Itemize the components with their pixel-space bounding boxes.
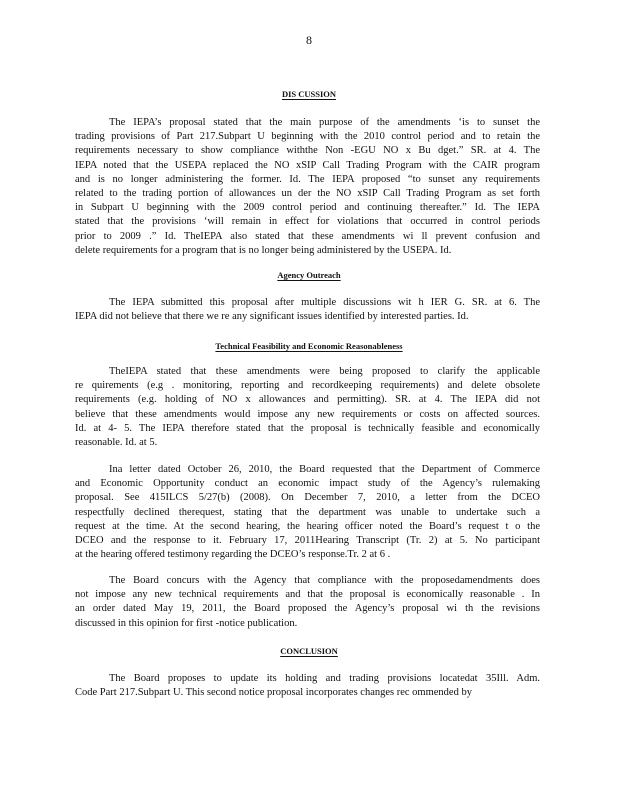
text-line: requirements (e.g. holding of NO x allowances and permitting). SR. at 4. The IEPA did not (75, 394, 540, 406)
heading-conclusion (0, 646, 618, 656)
text-line: in Subpart U beginning with the 2009 control period and continuing thereafter.” Id. The IEPA (75, 202, 540, 214)
text-line: The IEPA submitted this proposal after multiple discussions wit h IER G. SR. at 6. The (109, 297, 540, 308)
text-line: and is no longer administering the former. Id. The IEPA proposed “to sunset any requirements (75, 173, 540, 185)
heading-technical-text: Technical Feasibility and Economic Reasonableness (215, 341, 403, 351)
text-line: Id. at 4- 5. The IEPA therefore stated that the proposal is technically feasible and economically (75, 422, 540, 434)
text-line: IEPA did not believe that there we re any significant issues identified by interested parties. Id. (75, 311, 469, 323)
text-line: The Board proposes to update its holding and trading provisions locatedat 35Ill. Adm. (109, 673, 540, 684)
heading-technical (0, 341, 618, 351)
heading-discussion (0, 89, 618, 99)
paragraph-board-concurs (75, 574, 540, 631)
text-line: The IEPA’s proposal stated that the main purpose of the amendments ‘is to sunset the (109, 117, 540, 128)
text-line: stated that the provisions ‘will remain in effect for violations that occurred in control periods (75, 216, 540, 228)
text-line: and Economic Opportunity conduct an economic impact study of the Agency’s rulemaking (75, 478, 540, 490)
text-line: believe that these amendments would impose any new requirements or costs on affected sources. (75, 408, 540, 420)
text-line: respectfully declined therequest, stating that the department was unable to undertake such a (75, 506, 540, 518)
heading-agency-outreach (0, 270, 618, 280)
text-line: at the hearing offered testimony regarding the DCEO’s response.Tr. 2 at 6 . (75, 549, 391, 561)
paragraph-outreach (75, 296, 540, 324)
text-line: IEPA noted that the USEPA replaced the NO xSIP Call Trading Program with the CAIR program (75, 159, 540, 171)
text-line: proposal. See 415ILCS 5/27(b) (2008). On December 7, 2010, a letter from the DCEO (75, 492, 540, 504)
page-number: 8 (306, 33, 312, 47)
text-line: Ina letter dated October 26, 2010, the Board requested that the Department of Commerce (109, 464, 540, 475)
text-line: request at the time. At the second hearing, the hearing officer noted the Board’s request t o the (75, 520, 540, 532)
heading-conclusion-text: CONCLUSION (280, 646, 338, 656)
heading-agency-outreach-text: Agency Outreach (277, 270, 341, 280)
text-line: trading provisions of Part 217.Subpart U beginning with the 2010 control period and to retain the (75, 131, 540, 143)
text-line: an order dated May 19, 2011, the Board proposed the Agency’s proposal wi th the revisions (75, 603, 540, 615)
text-line: requirements necessary to show compliance withthe Non -EGU NO x Bu dget.” SR. at 4. The (75, 145, 540, 157)
text-line: re quirements (e.g . monitoring, reporting and recordkeeping requirements) and delete obsolete (75, 380, 540, 392)
text-line: related to the trading portion of allowances un der the NO xSIP Call Trading Program as set forth (75, 188, 540, 200)
text-line: discussed in this opinion for first -notice publication. (75, 617, 298, 629)
text-line: DCEO and the response to it. February 17, 2011Hearing Transcript (Tr. 2) at 5. No participant (75, 535, 540, 547)
paragraph-dceo (75, 463, 540, 562)
paragraph-technical (75, 365, 540, 450)
heading-discussion-text: DIS CUSSION (281, 89, 337, 99)
text-line: reasonable. Id. at 5. (75, 437, 158, 449)
text-line: TheIEPA stated that these amendments were being proposed to clarify the applicable (109, 366, 540, 377)
text-line: not impose any new technical requirements and that the proposal is economically reasonable . In (75, 589, 540, 601)
text-line: Code Part 217.Subpart U. This second notice proposal incorporates changes rec ommended by (75, 687, 472, 699)
paragraph-purpose (75, 116, 540, 258)
text-line: delete requirements for a program that is no longer being administered by the USEPA. Id. (75, 244, 452, 256)
paragraph-conclusion (75, 672, 540, 700)
text-line: prior to 2009 .” Id. TheIEPA also stated that these amendments wi ll prevent confusion and (75, 230, 540, 242)
text-line: The Board concurs with the Agency that compliance with the proposedamendments does (109, 575, 540, 586)
